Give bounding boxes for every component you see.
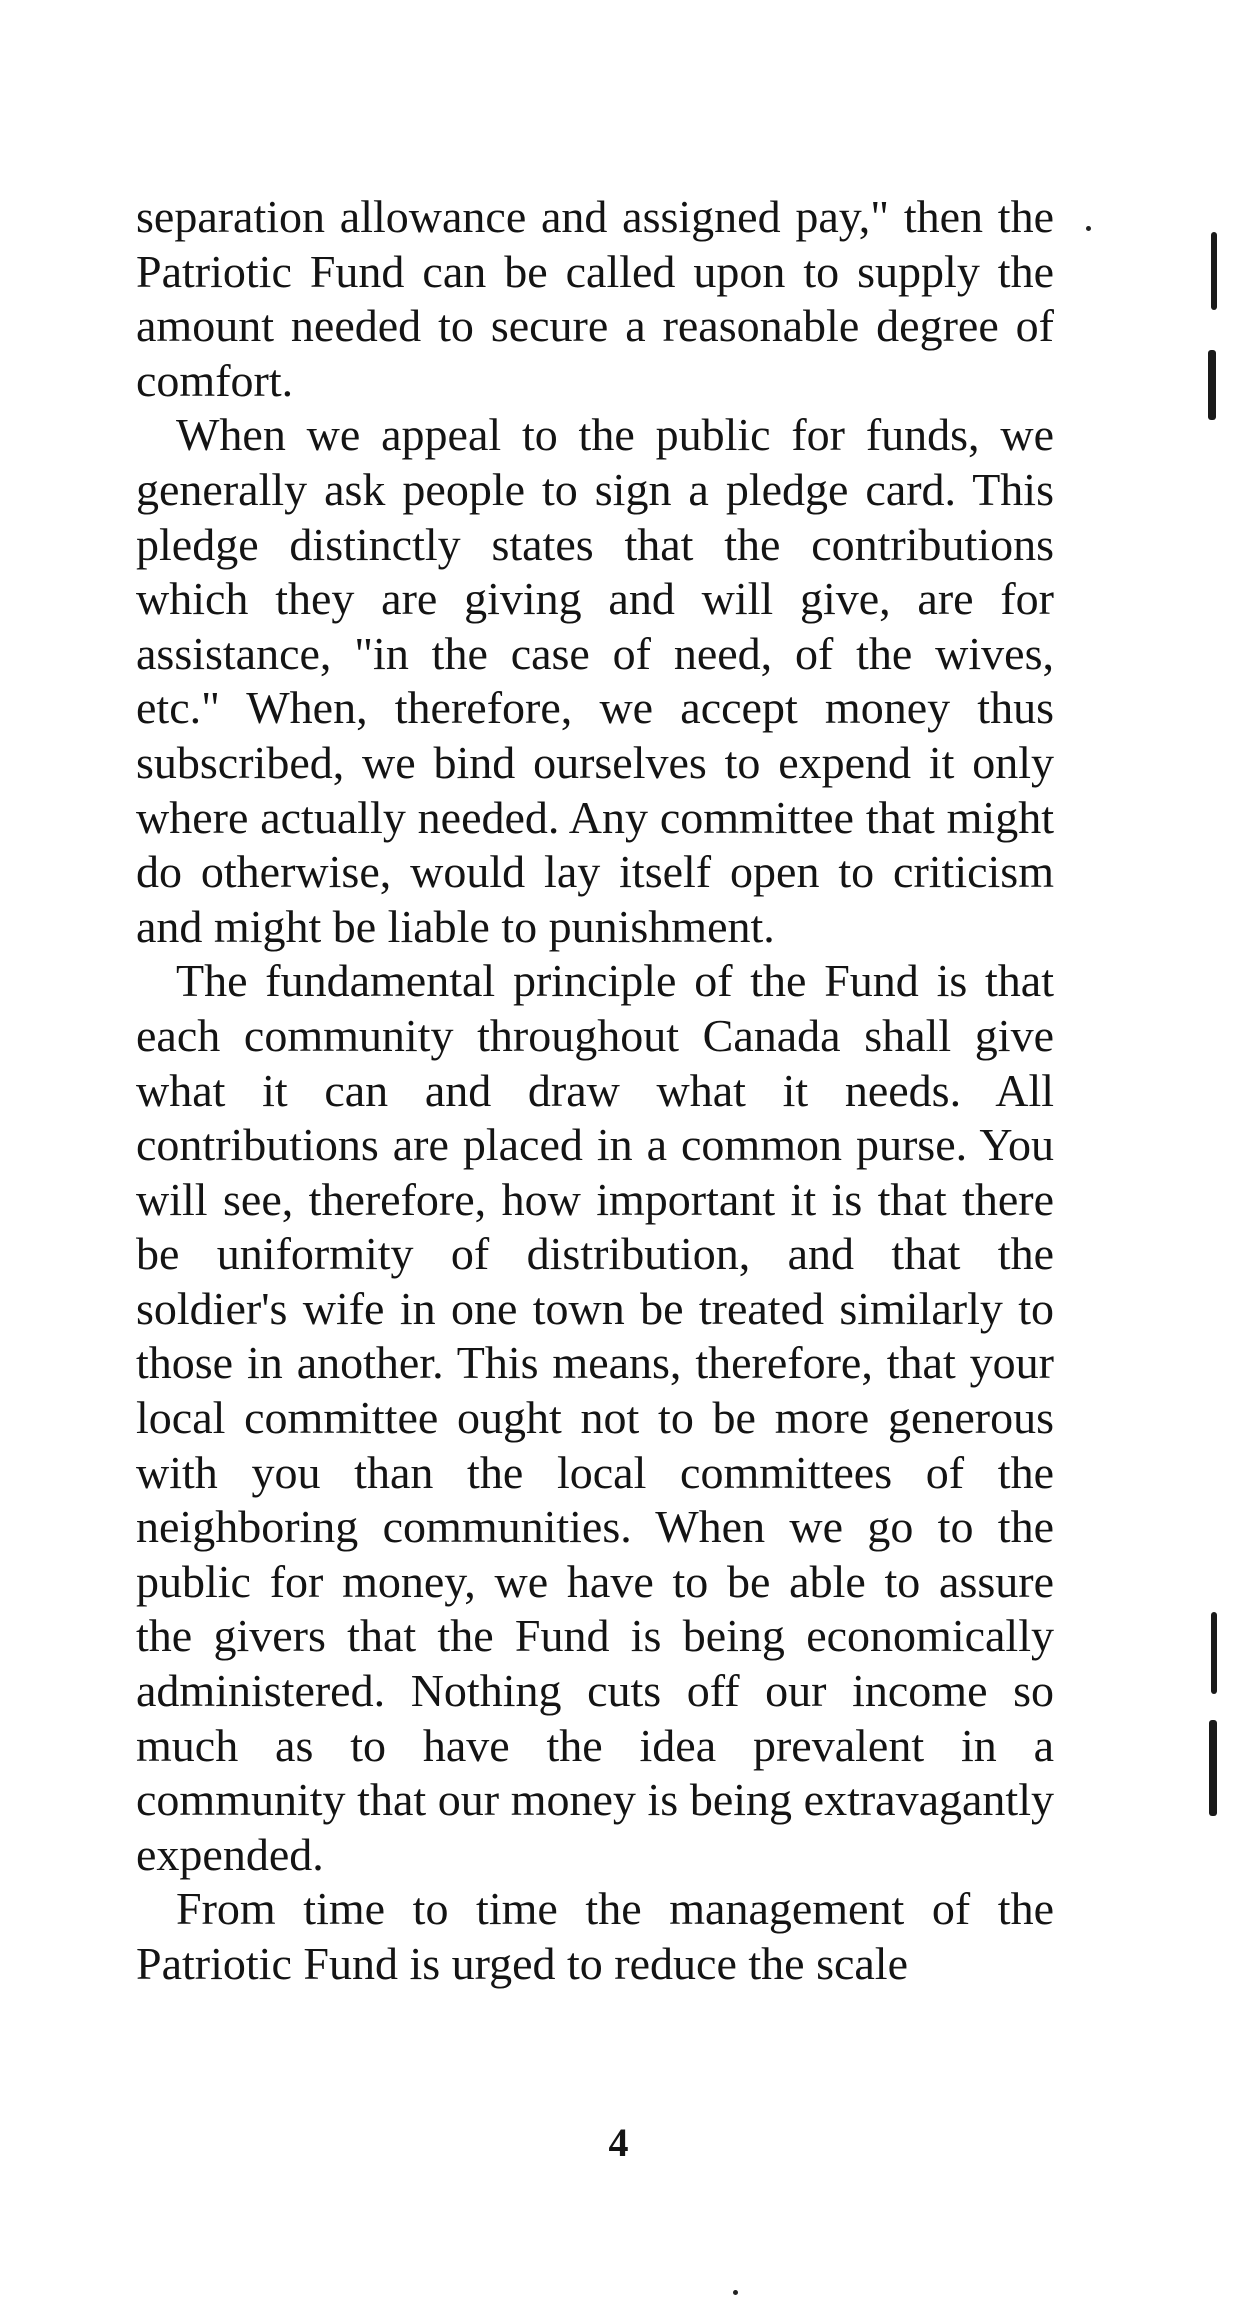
page-number: 4	[608, 2120, 629, 2165]
margin-scan-mark	[1211, 232, 1217, 310]
paragraph-3: The fundamental principle of the Fund is that each community throughout Canada shall give what it can and draw what it needs. All contributions are placed in a common purse. You will see, therefore, how important it is that there be uniformity of distribution, and that the soldier's wife in one town be treated similarly to those in another. This means, therefore, that your local committee ought not to be more generous with you than the local committees of the neighboring communities. When we go to the public for money, we have to be able to assure the givers that the Fund is being economically administered. Nothing cuts off our income so much as to have the idea prevalent in a community that our money is being extravagantly expended.	[136, 955, 1054, 1880]
scan-speck	[1086, 226, 1091, 231]
body-text	[136, 190, 1054, 1992]
scan-speck	[733, 2290, 738, 2295]
margin-scan-mark	[1211, 1612, 1217, 1694]
paragraph-1: separation allowance and assigned pay," then the Patriotic Fund can be called upon to supply the amount needed to secure a reasonable degree of comfort.	[136, 191, 1054, 406]
paragraph-4: From time to time the management of the Patriotic Fund is urged to reduce the scale	[136, 1883, 1054, 1989]
paragraph-2: When we appeal to the public for funds, we generally ask people to sign a pledge card. This pledge distinctly states that the contributions which they are giving and will give, are for assistance, "in the case of need, of the wives, etc." When, therefore, we accept money thus subscribed, we bind ourselves to expend it only where actually needed. Any committee that might do otherwise, would lay itself open to criticism and might be liable to punishment.	[136, 409, 1054, 952]
margin-scan-mark	[1208, 350, 1216, 420]
margin-scan-mark	[1209, 1720, 1217, 1816]
